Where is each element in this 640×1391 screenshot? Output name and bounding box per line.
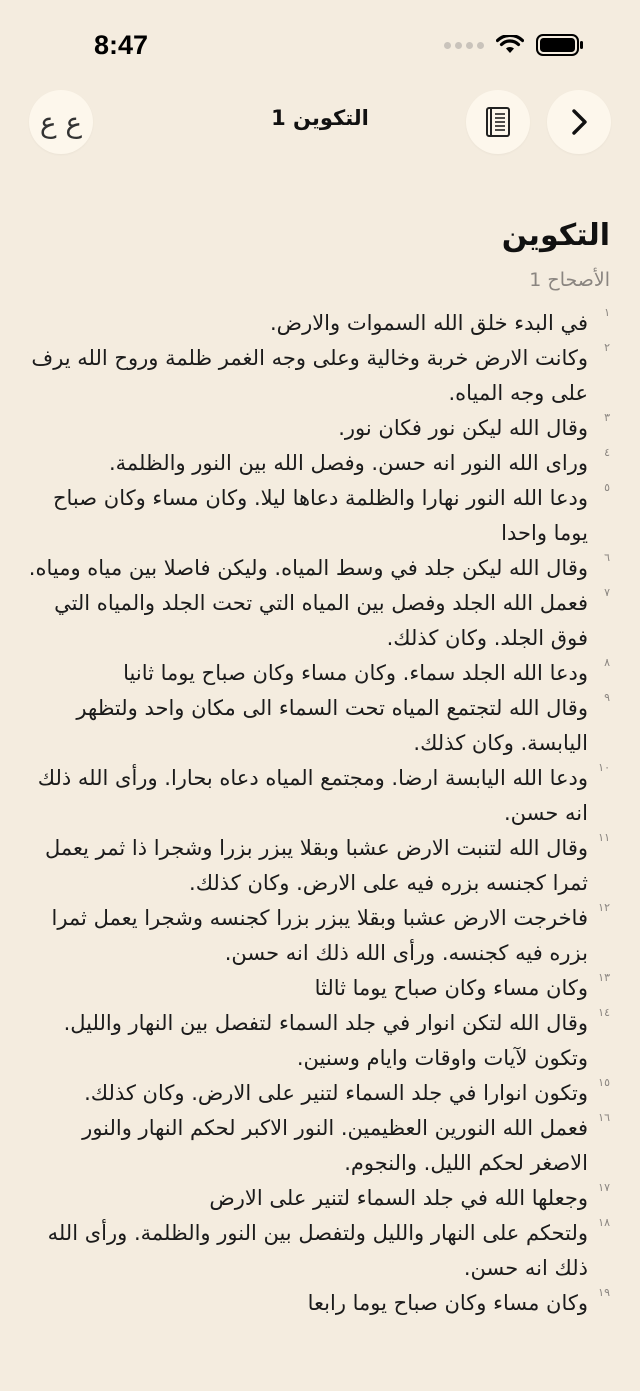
verse-text: وقال الله ليكن جلد في وسط المياه. وليكن فاصلا بين مياه ومياه. <box>28 556 588 580</box>
verse-list <box>20 306 610 1321</box>
books-button[interactable] <box>466 90 530 154</box>
verse[interactable] <box>20 691 610 761</box>
verse-number: ١٨ <box>598 1216 610 1229</box>
status-bar <box>0 0 640 96</box>
status-time: 8:47 <box>94 30 149 60</box>
nav-bar <box>0 90 640 156</box>
verse-number: ١٥ <box>598 1076 610 1089</box>
status-icons <box>444 34 584 56</box>
verse-text: في البدء خلق الله السموات والارض. <box>270 311 588 335</box>
verse-text: ودعا الله اليابسة ارضا. ومجتمع المياه دعاه بحارا. ورأى الله ذلك انه حسن. <box>37 766 588 825</box>
verse[interactable] <box>20 1111 610 1181</box>
verse-text: وقال الله لتجتمع المياه تحت السماء الى مكان واحد ولتظهر اليابسة. وكان كذلك. <box>76 696 588 755</box>
verse-number: ١ <box>604 306 610 319</box>
verse-text: وقال الله لتكن انوار في جلد السماء لتفصل بين النهار والليل. وتكون لآيات واوقات وايام وسنين. <box>63 1011 588 1070</box>
verse[interactable] <box>20 446 610 481</box>
verse-number: ٩ <box>604 691 610 704</box>
verse-text: ورای الله النور انه حسن. وفصل الله بين النور والظلمة. <box>108 451 588 475</box>
battery-icon <box>536 34 584 56</box>
verse-number: ١٩ <box>598 1286 610 1299</box>
cellular-signal-icon <box>444 42 484 49</box>
verse[interactable] <box>20 586 610 656</box>
verse-text: فعمل الله النورين العظيمين. النور الاكبر لحكم النهار والنور الاصغر لحكم الليل. والنجوم. <box>82 1116 588 1175</box>
verse[interactable] <box>20 481 610 551</box>
verse[interactable] <box>20 306 610 341</box>
verse-text: وقال الله ليكن نور فكان نور. <box>338 416 588 440</box>
verse[interactable] <box>20 411 610 446</box>
verse-text: وقال الله لتنبت الارض عشبا وبقلا يبزر بزرا وشجرا ذا ثمر يعمل ثمرا كجنسه بزره فيه على الارض. وكان كذلك. <box>44 836 588 895</box>
verse[interactable] <box>20 656 610 691</box>
verse-text: فاخرجت الارض عشبا وبقلا يبزر بزرا كجنسه وشجرا يعمل ثمرا بزره فيه كجنسه. ورأى الله ذلك انه حسن. <box>51 906 588 965</box>
verse-number: ١٣ <box>598 971 610 984</box>
verse-text: وكانت الارض خربة وخالية وعلى وجه الغمر ظلمة وروح الله يرف على وجه المياه. <box>31 346 588 405</box>
verse[interactable] <box>20 341 610 411</box>
chevron-right-icon <box>568 108 590 136</box>
verse-text: وكان مساء وكان صباح يوما ثالثا <box>314 976 588 1000</box>
verse-number: ١٤ <box>598 1006 610 1019</box>
verse[interactable] <box>20 1006 610 1076</box>
verse-number: ٣ <box>604 411 610 424</box>
verse-number: ٨ <box>604 656 610 669</box>
book-icon <box>483 105 513 139</box>
next-chapter-button[interactable] <box>547 90 611 154</box>
verse-text: وكان مساء وكان صباح يوما رابعا <box>307 1291 588 1315</box>
verse[interactable] <box>20 1286 610 1321</box>
verse-text: وجعلها الله في جلد السماء لتنير على الارض <box>209 1186 588 1210</box>
verse-number: ٧ <box>604 586 610 599</box>
verse-number: ١٠ <box>598 761 610 774</box>
page-title[interactable]: التكوين 1 <box>271 106 369 130</box>
chapter-content <box>20 212 610 1321</box>
verse-text: فعمل الله الجلد وفصل بين المياه التي تحت الجلد والمياه التي فوق الجلد. وكان كذلك. <box>54 591 588 650</box>
verse[interactable] <box>20 901 610 971</box>
chapter-subtitle: الأصحاح 1 <box>529 269 610 291</box>
wifi-icon <box>496 35 524 55</box>
verse[interactable] <box>20 1181 610 1216</box>
verse[interactable] <box>20 831 610 901</box>
verse-number: ٥ <box>604 481 610 494</box>
verse[interactable] <box>20 761 610 831</box>
verse-text: ودعا الله الجلد سماء. وكان مساء وكان صباح يوما ثانيا <box>123 661 588 685</box>
verse[interactable] <box>20 551 610 586</box>
verse-number: ١٢ <box>598 901 610 914</box>
verse[interactable] <box>20 971 610 1006</box>
font-settings-label: ع ع <box>39 105 83 139</box>
verse-number: ١١ <box>598 831 610 844</box>
font-settings-button[interactable] <box>29 90 93 154</box>
verse-text: ولتحكم على النهار والليل ولتفصل بين النور والظلمة. ورأى الله ذلك انه حسن. <box>47 1221 588 1280</box>
verse[interactable] <box>20 1076 610 1111</box>
verse-number: ٢ <box>604 341 610 354</box>
verse-number: ١٧ <box>598 1181 610 1194</box>
book-title: التكوين <box>501 218 610 253</box>
verse-number: ١٦ <box>598 1111 610 1124</box>
verse-text: وتكون انوارا في جلد السماء لتنير على الارض. وكان كذلك. <box>84 1081 588 1105</box>
verse-number: ٦ <box>604 551 610 564</box>
verse[interactable] <box>20 1216 610 1286</box>
verse-text: ودعا الله النور نهارا والظلمة دعاها ليلا. وكان مساء وكان صباح يوما واحدا <box>52 486 588 545</box>
verse-number: ٤ <box>604 446 610 459</box>
